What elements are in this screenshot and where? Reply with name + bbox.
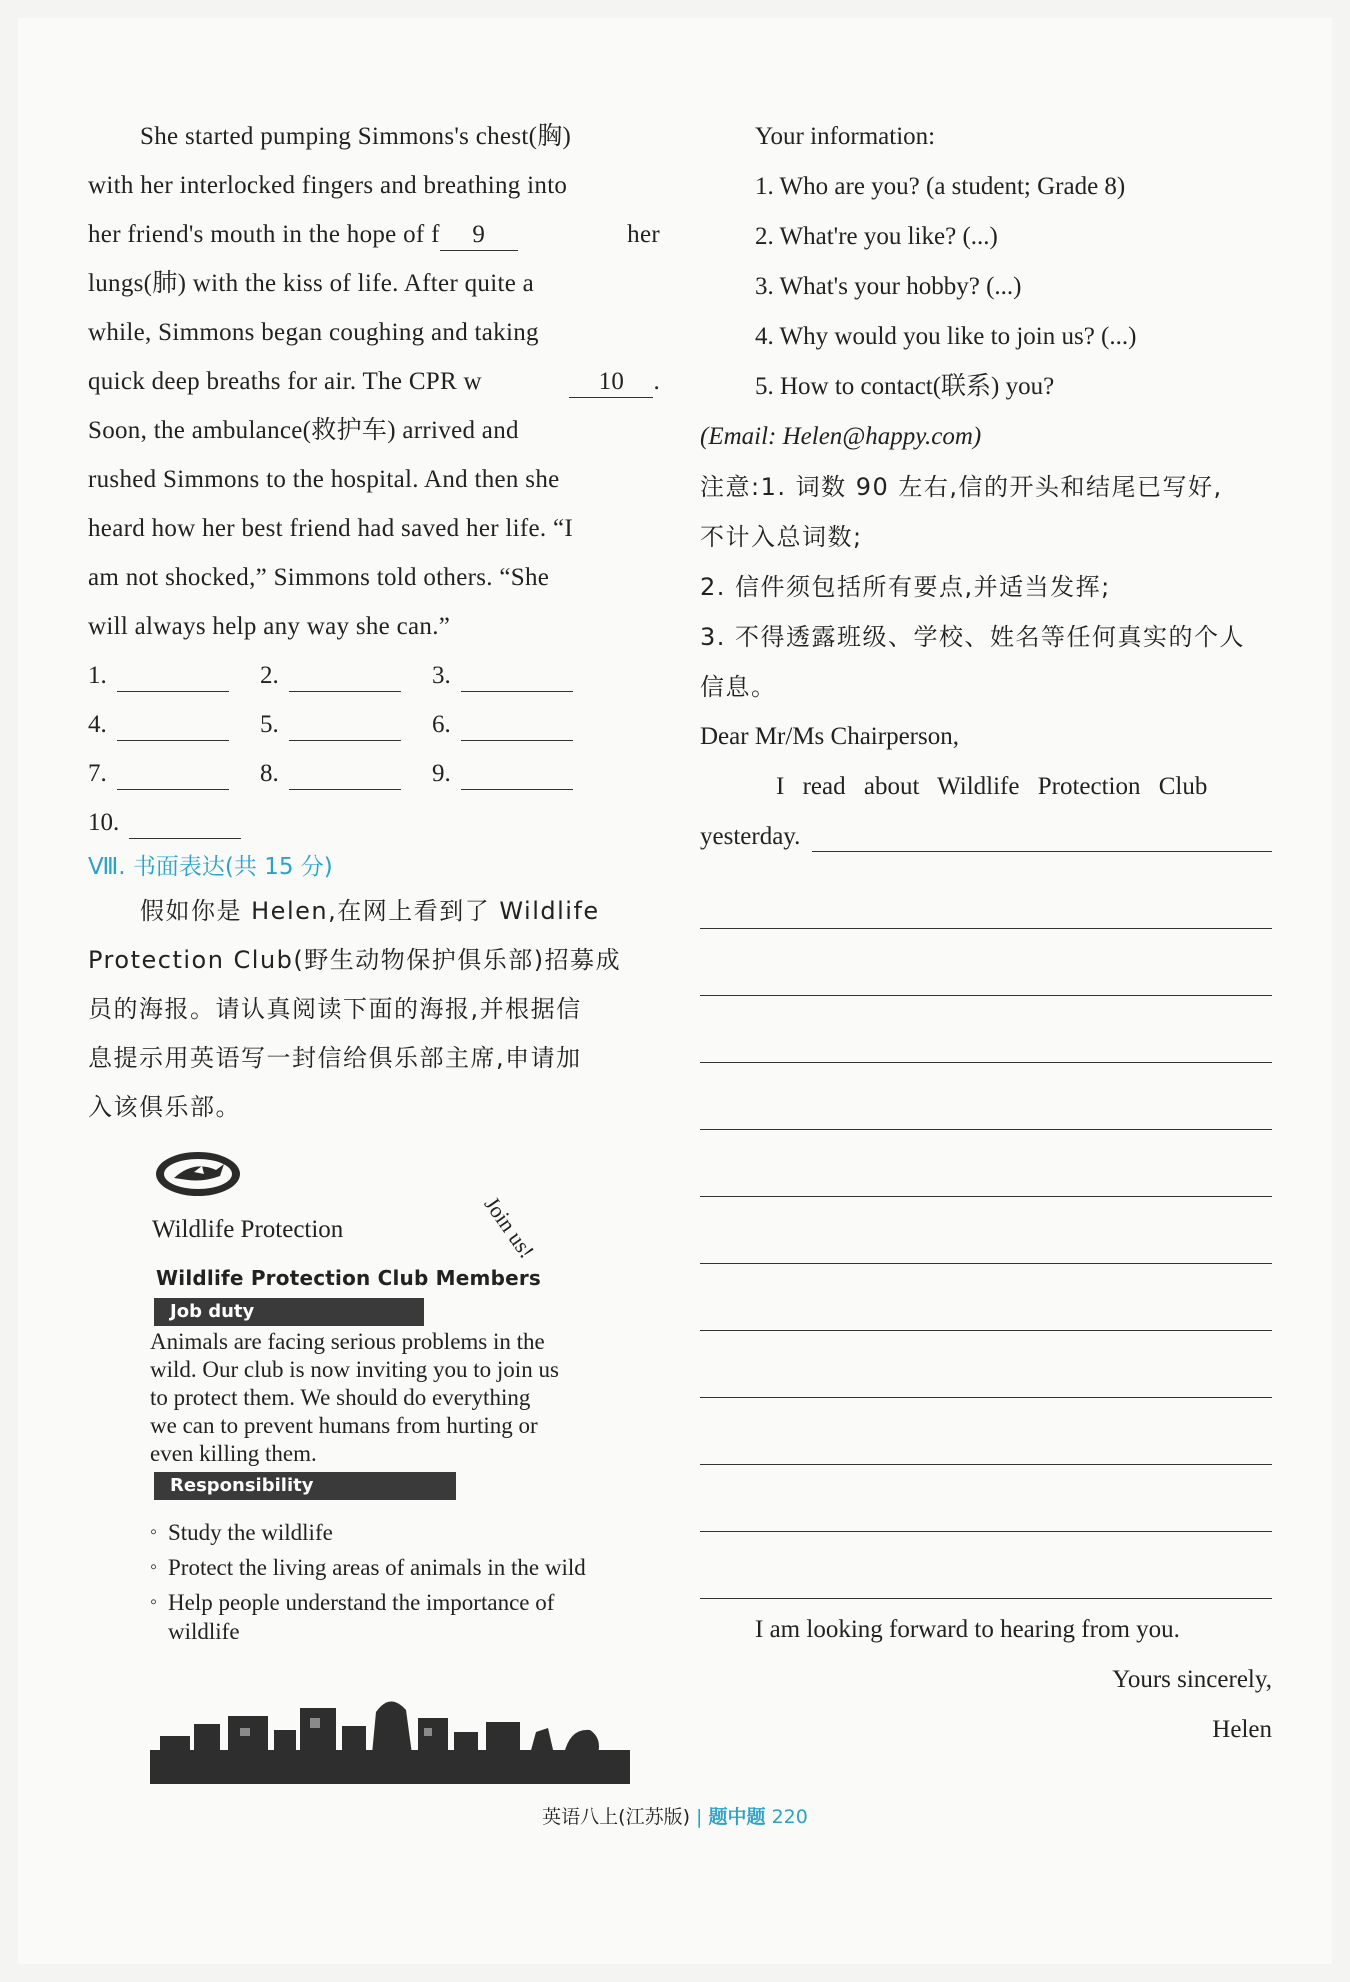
answer-item[interactable] [432,749,604,798]
answer-line[interactable] [461,708,573,741]
passage-line: will always help any way she can.” [88,613,451,640]
join-us-text: Join us! [479,1192,540,1263]
answer-item[interactable] [260,749,432,798]
info-question: 4. Why would you like to join us? (...) [755,323,1137,350]
answer-row [88,700,660,749]
answer-item[interactable] [432,700,604,749]
prompt-text: 假如你是 Helen,在网上看到了 Wildlife [140,897,600,925]
writing-prompt [88,887,660,1132]
job-duty-text [150,1328,630,1468]
info-title: Your information: [755,123,936,150]
info-question: 1. Who are you? (a student; Grade 8) [755,173,1126,200]
answer-item[interactable] [88,798,260,847]
passage-text: quick deep breaths for air. The CPR w [88,368,482,395]
list-item: ◦ Study the wildlife [150,1518,620,1547]
letter [700,712,1272,1755]
passage-text: She started pumping Simmons's chest(胸) [140,123,572,150]
answer-number: 4. [88,711,107,738]
writing-line[interactable] [700,1197,1272,1264]
job-duty-line: wild. Our club is now inviting you to join us [150,1357,559,1382]
job-duty-line: even killing them. [150,1441,317,1466]
answer-blanks [88,651,660,847]
reading-passage [88,112,660,651]
answer-number: 10. [88,809,120,836]
poster-heading: Wildlife Protection Club Members [156,1266,542,1290]
note-line: 不计入总词数; [700,523,863,551]
answer-number: 6. [432,711,451,738]
page-footer: 英语八上(江苏版) | 题中题 220 [542,1806,808,1828]
writing-line[interactable] [700,1398,1272,1465]
writing-line[interactable] [700,996,1272,1063]
answer-item[interactable] [432,651,604,700]
passage-line: lungs(肺) with the kiss of life. After quite a [88,270,535,297]
letter-signature: Helen [1212,1716,1272,1743]
page-number: 220 [771,1806,808,1828]
letter-opening: yesterday. [700,823,801,850]
passage-line [88,357,660,406]
responsibility-list [150,1518,620,1652]
writing-line[interactable] [812,815,1272,852]
answer-row [88,651,660,700]
passage-line: Soon, the ambulance(救护车) arrived and [88,417,519,444]
note-line: 2. 信件须包括所有要点,并适当发挥; [700,573,1111,601]
writing-line[interactable] [700,1063,1272,1130]
answer-line[interactable] [289,757,401,790]
writing-line[interactable] [700,1331,1272,1398]
note-line: 信息。 [700,673,777,701]
passage-line: while, Simmons began coughing and taking [88,319,539,346]
series-name: 题中题 [708,1806,766,1828]
letter-opening: I read about Wildlife Protection Club [776,773,1208,800]
passage-text: her friend's mouth in the hope of f [88,221,440,248]
writing-line[interactable] [700,1532,1272,1599]
left-column [88,112,660,1132]
club-poster [150,1148,630,1794]
passage-line: with her interlocked fingers and breathing into [88,172,568,199]
wildlife-logo-icon [154,1148,244,1204]
answer-number: 5. [260,711,279,738]
info-question: 5. How to contact(联系) you? [755,373,1055,400]
prompt-line: 入该俱乐部。 [88,1093,241,1121]
writing-line[interactable] [700,862,1272,929]
writing-line[interactable] [700,1264,1272,1331]
answer-item[interactable] [88,749,260,798]
answer-line[interactable] [129,806,241,839]
passage-line [88,210,660,259]
list-item: ◦ Help people understand the importance of wildlife [150,1588,620,1646]
note-line: 注意:1. 词数 90 左右,信的开头和结尾已写好, [700,473,1223,501]
answer-number: 1. [88,662,107,689]
writing-line[interactable] [700,1130,1272,1197]
writing-line[interactable] [700,1465,1272,1532]
writing-notes [700,462,1272,712]
prompt-line: 息提示用英语写一封信给俱乐部主席,申请加 [88,1044,582,1072]
info-email: (Email: Helen@happy.com) [700,423,982,450]
answer-number: 9. [432,760,451,787]
passage-line: am not shocked,” Simmons told others. “She [88,564,550,591]
answer-line[interactable] [461,659,573,692]
blank-9[interactable]: 9 [440,220,518,251]
note-line: 3. 不得透露班级、学校、姓名等任何真实的个人 [700,623,1246,651]
answer-item[interactable] [260,651,432,700]
answer-number: 3. [432,662,451,689]
job-duty-label: Job duty [154,1298,424,1326]
answer-line[interactable] [461,757,573,790]
prompt-line [88,887,660,936]
prompt-line: 员的海报。请认真阅读下面的海报,并根据信 [88,995,582,1023]
letter-signoff: Yours sincerely, [1112,1666,1272,1693]
passage-text: . [653,368,660,395]
blank-10[interactable]: 10 [569,367,653,398]
answer-line[interactable] [117,659,229,692]
info-question: 3. What's your hobby? (...) [755,273,1022,300]
answer-line[interactable] [117,757,229,790]
passage-line: heard how her best friend had saved her life. “I [88,515,574,542]
letter-first-line [700,812,1272,862]
answer-line[interactable] [289,708,401,741]
passage-line [88,112,660,161]
answer-item[interactable] [260,700,432,749]
list-item: ◦ Protect the living areas of animals in the wild [150,1553,620,1582]
answer-row [88,798,660,847]
your-information [700,112,1272,462]
book-title: 英语八上(江苏版) [542,1806,690,1828]
answer-number: 7. [88,760,107,787]
answer-line[interactable] [117,708,229,741]
right-column [700,112,1272,1755]
passage-line: rushed Simmons to the hospital. And then she [88,466,560,493]
letter-greeting: Dear Mr/Ms Chairperson, [700,723,959,750]
job-duty-line: to protect them. We should do everything [150,1385,531,1410]
wildlife-silhouette-image [150,1688,630,1788]
section-title: Ⅷ. 书面表达(共 15 分) [88,854,333,880]
answer-row [88,749,660,798]
responsibility-label: Responsibility [154,1472,456,1500]
answer-number: 8. [260,760,279,787]
job-duty-line: Animals are facing serious problems in the [150,1329,545,1354]
prompt-line: Protection Club(野生动物保护俱乐部)招募成 [88,946,622,974]
writing-line[interactable] [700,929,1272,996]
job-duty-line: we can to prevent humans from hurting or [150,1413,538,1438]
info-question: 2. What're you like? (...) [755,223,998,250]
answer-item[interactable] [88,700,260,749]
passage-text: her [627,221,660,248]
poster-org: Wildlife Protection [152,1216,344,1243]
letter-closing: I am looking forward to hearing from you. [755,1616,1180,1643]
answer-line[interactable] [289,659,401,692]
answer-item[interactable] [88,651,260,700]
answer-number: 2. [260,662,279,689]
